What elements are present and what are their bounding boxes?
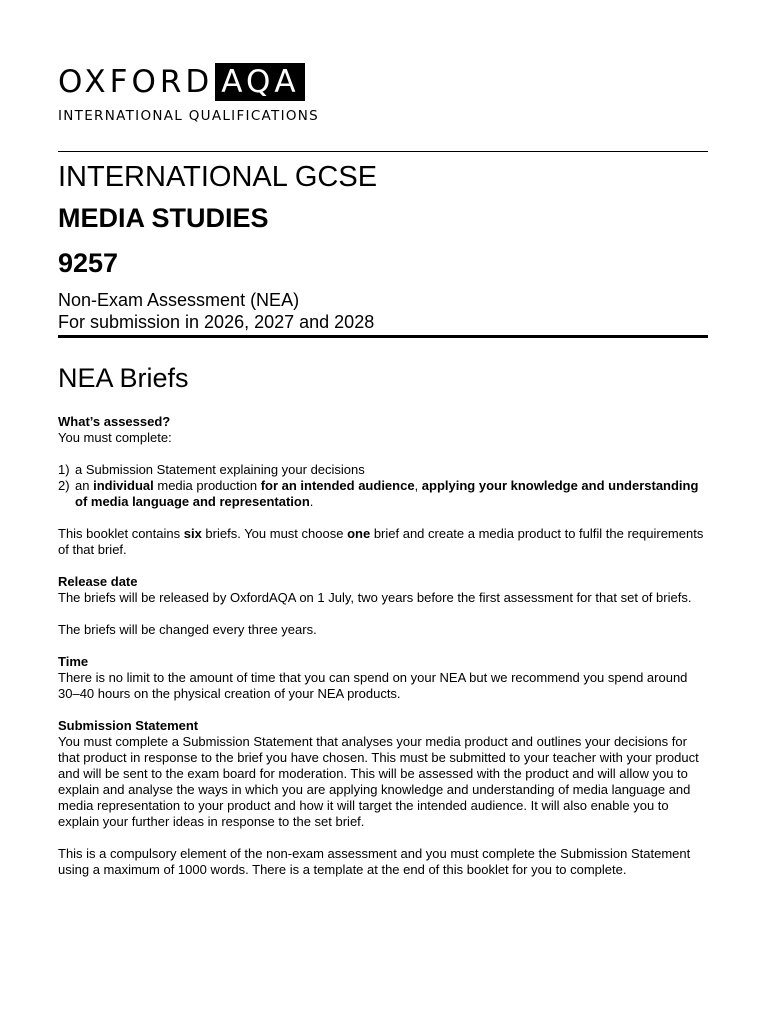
- release-paragraph: The briefs will be released by OxfordAQA on 1 July, two years before the first assessment for that set of briefs.: [58, 590, 692, 605]
- qualification-title: INTERNATIONAL GCSE: [58, 161, 378, 193]
- assessment-info: [58, 289, 374, 333]
- submission-years: For submission in 2026, 2027 and 2028: [58, 312, 375, 332]
- list-item: [58, 462, 708, 478]
- section-divider: [58, 335, 708, 338]
- statement-heading: Submission Statement: [58, 718, 199, 733]
- list-text: an individual media production for an intended audience, applying your knowledge and understanding of media language and representation.: [75, 478, 699, 509]
- logo-aqa-block: AQA: [215, 63, 304, 101]
- list-number: 2): [58, 478, 70, 493]
- statement-paragraph-2: This is a compulsory element of the non-exam assessment and you must complete the Submission Statement using a maximum of 1000 words. There is a template at the end of this booklet for you to complete.: [58, 846, 691, 877]
- header-divider: [58, 151, 708, 152]
- release-heading: Release date: [58, 574, 138, 589]
- list-text: a Submission Statement explaining your decisions: [75, 462, 365, 477]
- booklet-paragraph: This booklet contains six briefs. You must choose one brief and create a media product to fulfil the requirements of that brief.: [58, 526, 704, 557]
- time-heading: Time: [58, 654, 89, 669]
- section-title: NEA Briefs: [58, 363, 189, 393]
- time-paragraph: There is no limit to the amount of time that you can spend on your NEA but we recommend you spend around 30–40 hours on the physical creation of your NEA products.: [58, 670, 688, 701]
- release-paragraph-2: The briefs will be changed every three years.: [58, 622, 317, 637]
- oxfordaqa-logo: [58, 63, 319, 124]
- list-number: 1): [58, 462, 70, 477]
- assessed-heading: What’s assessed?: [58, 414, 171, 429]
- subject-title: MEDIA STUDIES: [58, 203, 269, 233]
- list-item: [58, 478, 708, 510]
- assessed-intro: You must complete:: [58, 430, 172, 445]
- statement-paragraph: You must complete a Submission Statement that analyses your media product and outlines your decisions for that product in response to the brief you have chosen. This must be submitted to your teacher with your product and will be sent to the exam board for moderation. This will be assessed with the product and will allow you to explain and analyse the ways in which you are applying knowledge and understanding of media language and media representation to your product and how it will target the intended audience. It will also enable you to explain your further ideas in response to the set brief.: [58, 734, 699, 829]
- logo-subtitle: INTERNATIONAL QUALIFICATIONS: [58, 108, 320, 124]
- subject-code: 9257: [58, 248, 119, 278]
- logo-oxford-text: OXFORD: [58, 64, 214, 100]
- document-body: [58, 414, 708, 878]
- assessment-type: Non-Exam Assessment (NEA): [58, 290, 300, 310]
